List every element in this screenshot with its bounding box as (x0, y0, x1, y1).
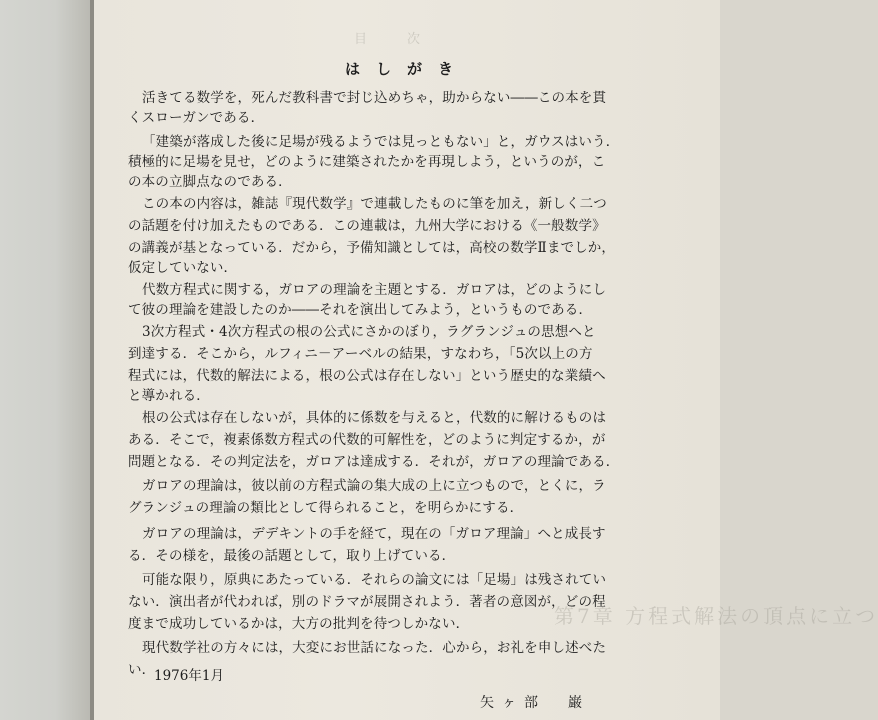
preface-line: 度まで成功しているかは，大方の批判を待つしかない． (128, 616, 470, 632)
preface-line: 代数方程式に関する，ガロアの理論を主題とする．ガロアは，どのようにし (142, 282, 607, 298)
preface-author: 矢ヶ部 巌 (480, 695, 590, 711)
preface-line: 到達する．そこから，ルフィニ－アーベルの結果，すなわち，「5次以上の方 (128, 346, 593, 362)
bleed-through-text: 第7章 方程式解法の頂点に立つ (554, 604, 878, 628)
preface-line: 程式には，代数的解法による，根の公式は存在しない」という歴史的な業績へ (128, 368, 606, 384)
preface-line: 活きてる数学を，死んだ教科書で封じ込めちゃ，助からない――この本を貫 (142, 90, 607, 106)
preface-line: 積極的に足場を見せ，どのように建築されたかを再現しよう，というのが，こ (128, 154, 606, 170)
preface-line: 「建築が落成した後に足場が残るようでは見っともない」と，ガウスはいう． (142, 134, 620, 150)
preface-line: 現代数学社の方々には，大変にお世話になった．心から，お礼を申し述べた (142, 640, 607, 656)
left-page-edge (0, 0, 92, 720)
preface-date: 1976年1月 (154, 668, 224, 684)
page-title: はしがき (344, 60, 469, 78)
preface-line: 仮定していない． (128, 260, 238, 276)
preface-line: グランジュの理論の類比として得られること，を明らかにする． (128, 500, 524, 516)
book-page (94, 0, 878, 720)
preface-line: と導かれる． (128, 388, 210, 404)
preface-line: い． (128, 662, 156, 678)
preface-line: ガロアの理論は，デデキントの手を経て，現在の「ガロア理論」へと成長す (142, 526, 606, 542)
preface-line: 問題となる．その判定法を，ガロアは達成する．それが，ガロアの理論である． (128, 454, 620, 470)
preface-line: の話題を付け加えたものである．この連載は，九州大学における《一般数学》 (128, 218, 606, 234)
preface-line: ある．そこで，複素係数方程式の代数的可解性を，どのように判定するか，が (128, 432, 606, 448)
preface-line: の本の立脚点なのである． (128, 174, 292, 190)
preface-line: て彼の理論を建設したのか――それを演出してみよう，というものである． (128, 302, 593, 318)
preface-line: くスローガンである． (128, 110, 265, 126)
preface-line: 3次方程式・4次方程式の根の公式にさかのぼり，ラグランジュの思想へと (142, 324, 596, 340)
preface-line: 可能な限り，原典にあたっている．それらの論文には「足場」は残されてい (142, 572, 607, 588)
preface-line: る．その様を，最後の話題として，取り上げている． (128, 548, 456, 564)
preface-line: この本の内容は，雑誌『現代数学』で連載したものに筆を加え，新しく二つ (142, 196, 607, 212)
bleed-through-text: 目次 (354, 32, 461, 47)
preface-line: ガロアの理論は，彼以前の方程式論の集大成の上に立つもので，とくに，ラ (142, 478, 606, 494)
preface-line: 根の公式は存在しないが，具体的に係数を与えると，代数的に解けるものは (142, 410, 607, 426)
preface-line: の講義が基となっている．だから，予備知識としては，高校の数学Ⅱまでしか， (128, 240, 616, 256)
preface-line: ない．演出者が代われば，別のドラマが展開されよう．著者の意図が，どの程 (128, 594, 606, 610)
